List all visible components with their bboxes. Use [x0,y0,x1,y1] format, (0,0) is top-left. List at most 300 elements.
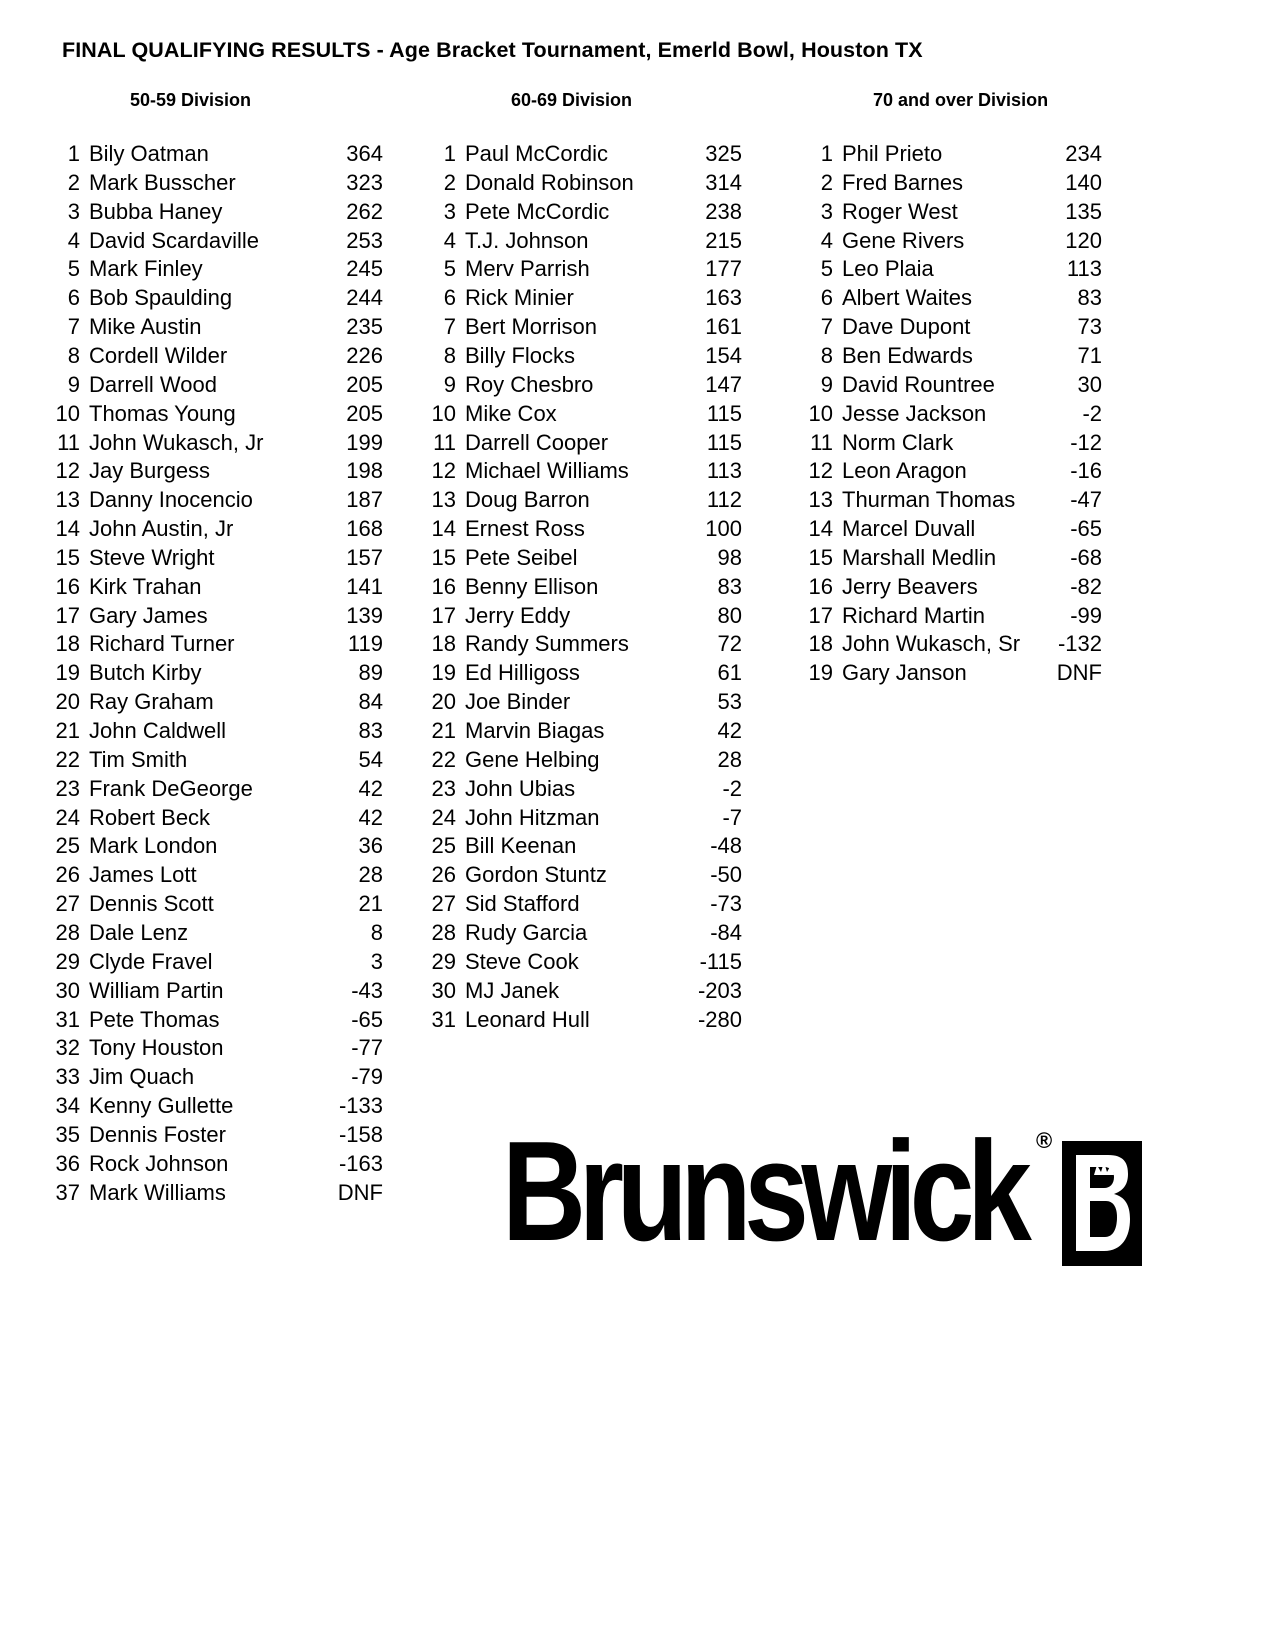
score: 72 [717,631,742,657]
rank: 16 [431,573,456,599]
bowler-name: Gordon Stuntz [465,862,607,888]
result-row [428,947,752,977]
result-row [428,803,752,833]
rank: 25 [55,833,80,859]
score: -280 [697,1006,742,1032]
result-row [428,774,752,804]
rank: 34 [55,1093,80,1119]
score: 234 [1065,141,1102,166]
bowler-name: Fred Barnes [842,169,964,195]
score: 364 [346,141,383,166]
score: 80 [717,602,742,628]
result-row [52,1149,393,1179]
bowler-name: Norm Clark [842,429,954,455]
bowler-name: Bert Morrison [465,314,598,340]
bowler-name: Tony Houston [89,1035,224,1061]
result-row [805,139,1112,169]
score: -2 [722,775,742,801]
rank: 19 [431,660,456,686]
result-row [52,226,393,256]
result-row [428,456,752,486]
result-row [52,716,393,746]
rank: 6 [820,285,833,311]
score: 115 [706,400,742,426]
rank: 5 [443,256,456,282]
result-row [52,947,393,977]
bowler-name: Dennis Scott [89,891,214,917]
bowler-name: Dave Dupont [842,314,971,340]
bowler-name: Jerry Beavers [842,573,978,599]
result-row [428,1005,752,1035]
result-row [52,629,393,659]
result-row [805,514,1112,544]
score: -77 [351,1035,383,1061]
bowler-name: Jerry Eddy [465,602,571,628]
score: 177 [705,256,742,282]
bowler-name: Robert Beck [89,804,211,830]
result-row [52,601,393,631]
result-row [805,254,1112,284]
rank: 15 [431,544,456,570]
bowler-name: Phil Prieto [842,141,943,166]
result-row [428,428,752,458]
score: 238 [705,198,742,224]
result-row [52,428,393,458]
result-row [52,312,393,342]
bowler-name: Bubba Haney [89,198,223,224]
rank: 17 [55,602,80,628]
score: 262 [346,198,383,224]
result-row [428,745,752,775]
rank: 15 [55,544,80,570]
rank: 20 [431,689,456,715]
rank: 6 [67,285,80,311]
bowler-name: Doug Barron [465,487,590,513]
score: 113 [706,458,742,484]
rank: 1 [67,141,80,166]
result-row [428,860,752,890]
bowler-name: Steve Cook [465,948,579,974]
bowler-name: Mark London [89,833,218,859]
result-row [428,254,752,284]
score: 53 [717,689,742,715]
result-row [52,341,393,371]
score: 226 [346,342,383,368]
rank: 3 [67,198,80,224]
result-row [428,283,752,313]
rank: 25 [431,833,456,859]
score: 54 [358,746,383,772]
bowler-name: Mark Finley [89,256,203,282]
rank: 20 [55,689,80,715]
rank: 26 [431,862,456,888]
rank: 3 [820,198,833,224]
bowler-name: Clyde Fravel [89,948,213,974]
result-row [52,543,393,573]
bowler-name: Ben Edwards [842,342,973,368]
bowler-name: Kirk Trahan [89,573,202,599]
score: 120 [1065,227,1102,253]
bowler-name: Richard Martin [842,602,986,628]
result-row [52,774,393,804]
page-title: FINAL QUALIFYING RESULTS - Age Bracket Tournament, Emerld Bowl, Houston TX [62,38,923,62]
bowler-name: Roy Chesbro [465,371,594,397]
score: 140 [1065,169,1102,195]
score: -12 [1070,429,1102,455]
score: 8 [370,919,383,945]
bowler-name: Marvin Biagas [465,718,605,743]
bowler-name: Mark Busscher [89,169,236,195]
result-row [428,226,752,256]
score: 253 [346,227,383,253]
bowler-name: Joe Binder [465,689,571,715]
bowler-name: Darrell Cooper [465,429,609,455]
rank: 33 [55,1064,80,1090]
score: 115 [706,429,742,455]
bowler-name: Steve Wright [89,544,215,570]
score: -65 [1070,516,1102,542]
result-row [805,543,1112,573]
score: 42 [358,804,383,830]
result-row [805,428,1112,458]
rank: 23 [55,775,80,801]
bowler-name: Leonard Hull [465,1006,590,1032]
rank: 10 [808,400,833,426]
result-row [428,629,752,659]
result-row [805,601,1112,631]
score: 21 [358,891,383,917]
score: 205 [346,371,383,397]
score: 83 [358,718,383,743]
result-row [428,601,752,631]
score: -79 [351,1064,383,1090]
result-row [805,456,1112,486]
rank: 22 [55,746,80,772]
rank: 21 [431,718,456,743]
bowler-name: Frank DeGeorge [89,775,253,801]
score: 83 [1077,285,1102,311]
result-row [805,370,1112,400]
score: 157 [346,544,383,570]
bowler-name: Rudy Garcia [465,919,588,945]
score: 198 [346,458,383,484]
rank: 7 [443,314,456,340]
rank: 2 [443,169,456,195]
score: 36 [358,833,383,859]
bowler-name: T.J. Johnson [465,227,589,253]
result-row [52,399,393,429]
score: 42 [358,775,383,801]
bowler-name: Paul McCordic [465,141,609,166]
result-row [52,889,393,919]
rank: 8 [820,342,833,368]
crown-b-icon [1062,1141,1142,1266]
bowler-name: David Scardaville [89,227,259,253]
rank: 8 [67,342,80,368]
result-row [52,370,393,400]
score: -82 [1070,573,1102,599]
bowler-name: Bill Keenan [465,833,577,859]
result-row [52,831,393,861]
bowler-name: Ernest Ross [465,516,585,542]
rank: 26 [55,862,80,888]
score: -84 [710,919,742,945]
score: 163 [705,285,742,311]
rank: 2 [67,169,80,195]
result-row [428,976,752,1006]
rank: 23 [431,775,456,801]
bowler-name: Pete Thomas [89,1006,220,1032]
bowler-name: John Wukasch, Jr [89,429,264,455]
result-row [52,745,393,775]
score: -48 [710,833,742,859]
rank: 16 [808,573,833,599]
rank: 9 [67,371,80,397]
bowler-name: Tim Smith [89,746,188,772]
result-row [805,485,1112,515]
rank: 12 [55,458,80,484]
result-row [52,687,393,717]
result-row [805,312,1112,342]
bowler-name: Gary James [89,602,208,628]
score: 205 [346,400,383,426]
rank: 36 [55,1150,80,1176]
bowler-name: John Austin, Jr [89,516,234,542]
bowler-name: Jesse Jackson [842,400,987,426]
score: 84 [358,689,383,715]
bowler-name: Danny Inocencio [89,487,253,513]
result-row [52,254,393,284]
logo-wordmark: Brunswick [502,1112,1025,1271]
score: 245 [346,256,383,282]
bowler-name: Dale Lenz [89,919,189,945]
score: 112 [706,487,742,513]
rank: 22 [431,746,456,772]
score: 215 [705,227,742,253]
bowler-name: Richard Turner [89,631,235,657]
result-row [52,976,393,1006]
result-row [428,197,752,227]
bowler-name: Marshall Medlin [842,544,997,570]
rank: 31 [55,1006,80,1032]
rank: 30 [55,977,80,1003]
rank: 11 [57,429,80,455]
score: 168 [346,516,383,542]
result-row [428,831,752,861]
result-row [805,629,1112,659]
result-row [428,889,752,919]
result-row [805,226,1112,256]
rank: 10 [55,400,80,426]
result-row [428,658,752,688]
result-row [805,572,1112,602]
rank: 17 [431,602,456,628]
rank: 18 [431,631,456,657]
rank: 37 [55,1179,80,1205]
score: -2 [1082,400,1102,426]
score: -99 [1070,602,1102,628]
result-row [52,283,393,313]
score: 323 [346,169,383,195]
registered-mark: ® [1036,1128,1053,1153]
score: 28 [358,862,383,888]
rank: 7 [67,314,80,340]
score: 28 [717,746,742,772]
score: 139 [346,602,383,628]
bowler-name: Sid Stafford [465,891,580,917]
result-row [52,1062,393,1092]
score: 119 [347,631,383,657]
bowler-name: David Rountree [842,371,995,397]
rank: 14 [55,516,80,542]
rank: 11 [433,429,456,455]
score: -158 [338,1121,383,1147]
rank: 1 [820,141,833,166]
result-row [52,1178,393,1208]
rank: 15 [808,544,833,570]
rank: 19 [808,660,833,686]
score: 73 [1077,314,1102,340]
bowler-name: William Partin [89,977,224,1003]
bowler-name: Darrell Wood [89,371,217,397]
result-row [805,283,1112,313]
bowler-name: Butch Kirby [89,660,202,686]
rank: 35 [55,1121,80,1147]
division-heading: 70 and over Division [873,90,1049,110]
division-heading: 50-59 Division [130,90,252,110]
rank: 27 [55,891,80,917]
score: 30 [1077,371,1102,397]
score: -43 [351,977,383,1003]
score: 42 [717,718,742,743]
bowler-name: Bily Oatman [89,141,209,166]
rank: 16 [55,573,80,599]
bowler-name: Pete Seibel [465,544,578,570]
result-row [428,543,752,573]
result-row [428,514,752,544]
brunswick-logo [502,1112,1142,1271]
score: 71 [1077,342,1102,368]
bowler-name: Ed Hilligoss [465,660,580,686]
bowler-name: Pete McCordic [465,198,610,224]
result-row [52,1033,393,1063]
bowler-name: Ray Graham [89,689,214,715]
result-row [428,716,752,746]
result-row [805,197,1112,227]
result-row [52,572,393,602]
result-row [428,168,752,198]
bowler-name: John Ubias [465,775,576,801]
score: -68 [1070,544,1102,570]
result-row [52,1120,393,1150]
result-row [805,399,1112,429]
score: 113 [1066,256,1102,282]
bowler-name: Cordell Wilder [89,342,228,368]
rank: 10 [431,400,456,426]
rank: 28 [55,919,80,945]
score: -163 [338,1150,383,1176]
result-row [52,485,393,515]
score: -203 [697,977,742,1003]
rank: 29 [55,948,80,974]
rank: 27 [431,891,456,917]
score: 187 [346,487,383,513]
rank: 4 [820,227,833,253]
result-row [428,139,752,169]
score: -7 [722,804,742,830]
score: 135 [1065,198,1102,224]
bowler-name: Gene Rivers [842,227,965,253]
rank: 9 [443,371,456,397]
bowler-name: James Lott [89,862,197,888]
result-row [52,860,393,890]
score: 83 [717,573,742,599]
score: -47 [1070,487,1102,513]
rank: 2 [820,169,833,195]
bowler-name: Rock Johnson [89,1150,229,1176]
score: 147 [705,371,742,397]
score: 3 [370,948,383,974]
bowler-name: Gene Helbing [465,746,600,772]
score: 235 [346,314,383,340]
score: 100 [705,516,742,542]
result-row [52,1005,393,1035]
score: 98 [717,544,742,570]
result-row [52,658,393,688]
result-row [428,312,752,342]
score: 89 [358,660,383,686]
rank: 31 [431,1006,456,1032]
score: DNF [1056,660,1102,686]
bowler-name: Thurman Thomas [842,487,1016,513]
result-row [52,197,393,227]
result-row [52,456,393,486]
result-row [428,370,752,400]
score: 141 [346,573,383,599]
result-row [52,514,393,544]
bowler-name: Jay Burgess [89,458,211,484]
rank: 18 [808,631,833,657]
score: 199 [346,429,383,455]
bowler-name: Roger West [842,198,958,224]
rank: 7 [820,314,833,340]
bowler-name: Albert Waites [842,285,973,311]
bowler-name: John Caldwell [89,718,226,743]
score: 161 [705,314,742,340]
bowler-name: Gary Janson [842,660,967,686]
result-row [428,687,752,717]
bowler-name: Mike Cox [465,400,557,426]
bowler-name: Leon Aragon [842,458,967,484]
result-row [805,341,1112,371]
bowler-name: Merv Parrish [465,256,590,282]
rank: 4 [443,227,456,253]
bowler-name: John Hitzman [465,804,600,830]
score: DNF [337,1179,383,1205]
result-row [52,168,393,198]
score: 325 [705,141,742,166]
bowler-name: Dennis Foster [89,1121,226,1147]
rank: 12 [808,458,833,484]
bowler-name: Marcel Duvall [842,516,976,542]
rank: 5 [820,256,833,282]
rank: 30 [431,977,456,1003]
bowler-name: Jim Quach [89,1064,195,1090]
score: 244 [346,285,383,311]
score: -65 [351,1006,383,1032]
bowler-name: Randy Summers [465,631,629,657]
result-row [428,918,752,948]
